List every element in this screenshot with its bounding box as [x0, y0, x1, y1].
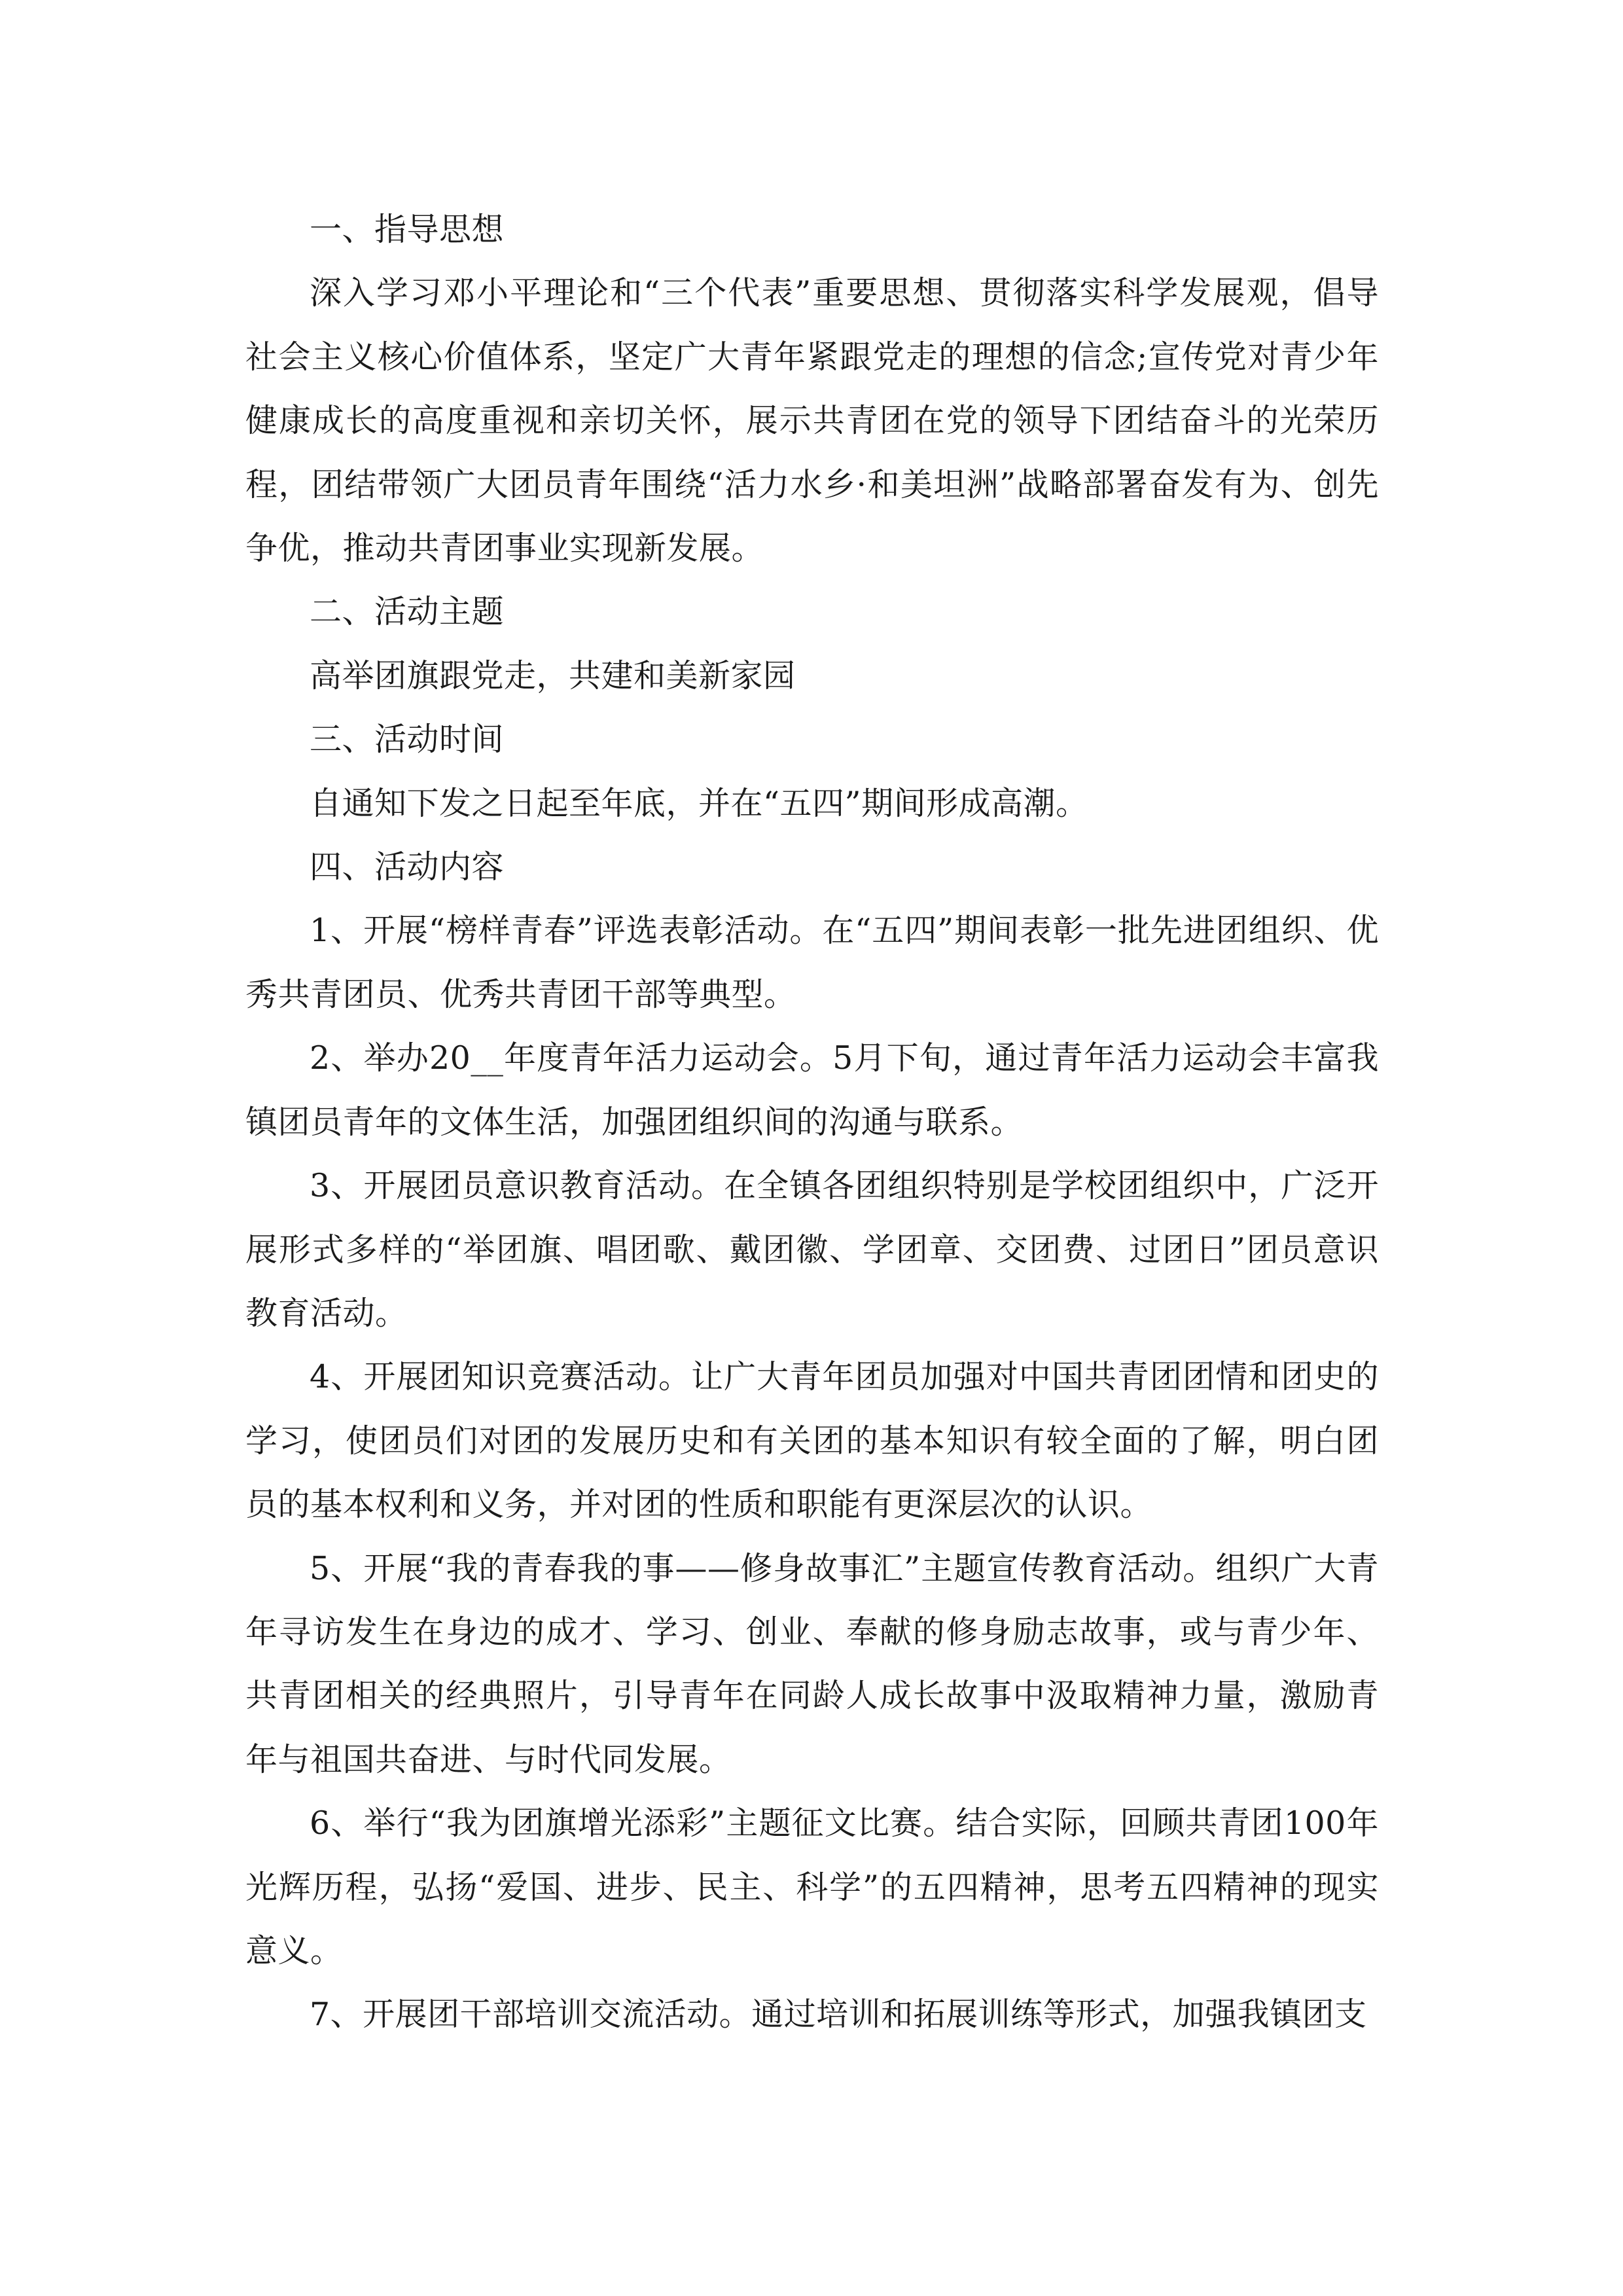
paragraph-activity-time: 自通知下发之日起至年底，并在“五四”期间形成高潮。 — [310, 784, 1088, 822]
list-item-6: 6、举行“我为团旗增光添彩”主题征文比赛。结合实际，回顾共青团100年光辉历程，弘扬“爱国、进步、民主、科学”的五四精神，思考五四精神的现实意义。 — [245, 1804, 1379, 1969]
section-heading-activity-theme: 二、活动主题 — [310, 593, 505, 631]
list-item-5: 5、开展“我的青春我的事——修身故事汇”主题宣传教育活动。组织广大青年寻访发生在身边的成才、学习、创业、奉献的修身励志故事，或与青少年、共青团相关的经典照片，引导青年在同龄人成长故事中汲取精神力量，激励青年与祖国共奋进、与时代同发展。 — [245, 1549, 1379, 1778]
section-heading-activity-time: 三、活动时间 — [310, 721, 505, 759]
document-body — [245, 198, 1379, 2047]
list-item-2: 2、举办20__年度青年活力运动会。5月下旬，通过青年活力运动会丰富我镇团员青年的文体生活，加强团组织间的沟通与联系。 — [245, 1039, 1379, 1141]
section-heading-guiding-ideology: 一、指导思想 — [310, 211, 505, 248]
list-item-3: 3、开展团员意识教育活动。在全镇各团组织特别是学校团组织中，广泛开展形式多样的“举团旗、唱团歌、戴团徽、学团章、交团费、过团日”团员意识教育活动。 — [245, 1167, 1379, 1332]
paragraph-activity-theme: 高举团旗跟党走，共建和美新家园 — [310, 656, 796, 694]
list-item-1: 1、开展“榜样青春”评选表彰活动。在“五四”期间表彰一批先进团组织、优秀共青团员、优秀共青团干部等典型。 — [245, 912, 1379, 1013]
list-item-4: 4、开展团知识竞赛活动。让广大青年团员加强对中国共青团团情和团史的学习，使团员们对团的发展历史和有关团的基本知识有较全面的了解，明白团员的基本权利和义务，并对团的性质和职能有更深层次的认识。 — [245, 1358, 1379, 1524]
list-item-7: 7、开展团干部培训交流活动。通过培训和拓展训练等形式，加强我镇团支 — [310, 1996, 1367, 2034]
paragraph-guiding-ideology: 深入学习邓小平理论和“三个代表”重要思想、贯彻落实科学发展观，倡导社会主义核心价值体系，坚定广大青年紧跟党走的理想的信念;宣传党对青少年健康成长的高度重视和亲切关怀，展示共青团在党的领导下团结奋斗的光荣历程，团结带领广大团员青年围绕“活力水乡·和美坦洲”战略部署奋发有为、创先争优，推动共青团事业实现新发展。 — [245, 274, 1379, 567]
section-heading-activity-content: 四、活动内容 — [310, 848, 505, 886]
